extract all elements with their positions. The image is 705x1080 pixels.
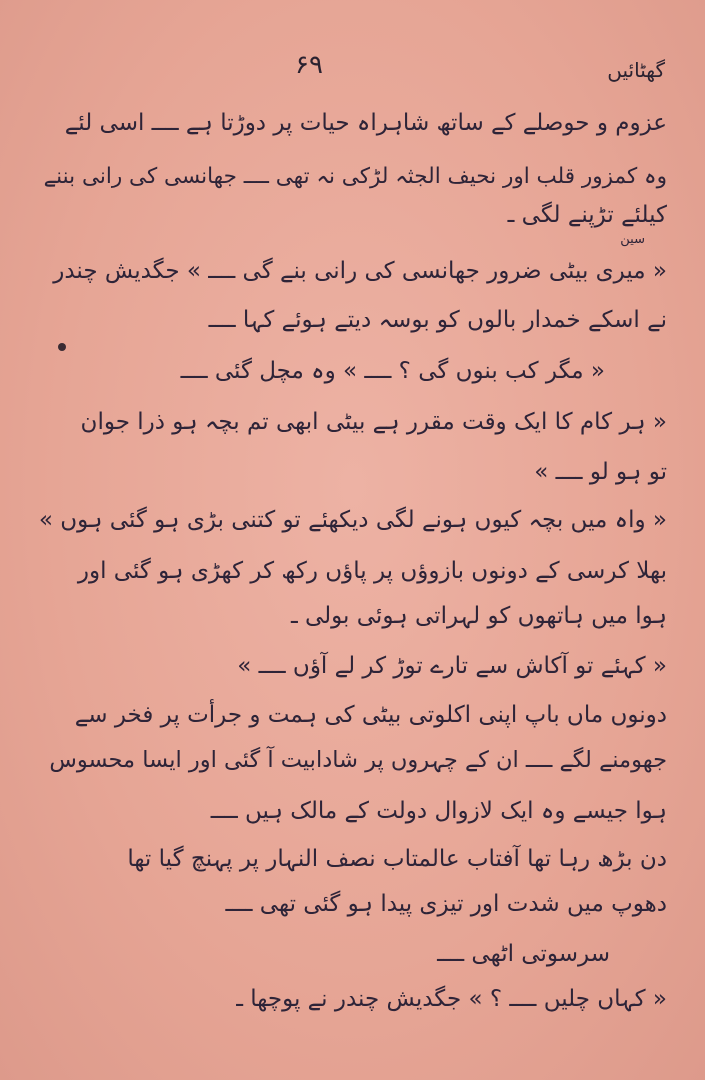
ink-blot bbox=[58, 343, 66, 351]
text-line: « ہر کام کا ایک وقت مقرر ہے بیٹی ابھی تم بچہ ہو ذرا جوان bbox=[80, 409, 667, 435]
text-line: « میری بیٹی ضرور جھانسی کی رانی بنے گی ــــ » جگدیش چندر bbox=[53, 258, 667, 284]
text-line: « کہئے تو آکاش سے تارے توڑ کر لے آؤں ــــ » bbox=[237, 653, 667, 679]
text-line: تو ہو لو ــــ » bbox=[534, 459, 667, 485]
text-line: عزوم و حوصلے کے ساتھ شاہراہ حیات پر دوڑتا ہے ــــ اسی لئے bbox=[64, 110, 667, 136]
text-line: « واہ میں بچہ کیوں ہونے لگی دیکھئے تو کتنی بڑی ہو گئی ہوں » bbox=[38, 507, 667, 533]
text-line: جھومنے لگے ــــ ان کے چہروں پر شادابیت آ گئی اور ایسا محسوس bbox=[49, 747, 667, 773]
margin-annotation: سین bbox=[620, 232, 645, 247]
text-line: ہوا جیسے وہ ایک لازوال دولت کے مالک ہیں ــــ bbox=[210, 798, 667, 824]
text-line: دھوپ میں شدت اور تیزی پیدا ہو گئی تھی ــــ bbox=[225, 891, 667, 917]
text-line: ہوا میں ہاتھوں کو لہراتی ہوئی بولی ـ bbox=[290, 603, 667, 629]
text-line: نے اسکے خمدار بالوں کو بوسہ دیتے ہوئے کہا ــــ bbox=[208, 307, 667, 333]
text-line: وہ کمزور قلب اور نحیف الجثہ لڑکی نہ تھی ــــ جھانسی کی رانی بننے bbox=[43, 164, 667, 189]
running-header-title: گھٹائیں bbox=[607, 58, 665, 82]
text-line: بھلا کرسی کے دونوں بازوؤں پر پاؤں رکھ کر کھڑی ہو گئی اور bbox=[77, 558, 667, 584]
text-line: کیلئے تڑپنے لگی ـ bbox=[507, 202, 667, 228]
text-line: « مگر کب بنوں گی ؟ ــــ » وہ مچل گئی ــــ bbox=[180, 358, 605, 384]
text-line: دن بڑھ رہا تھا آفتاب عالمتاب نصف النہار پر پہنچ گیا تھا bbox=[127, 846, 667, 872]
page-number: ۶۹ bbox=[295, 50, 323, 80]
text-line: « کہاں چلیں ــــ ؟ » جگدیش چندر نے پوچھا ـ bbox=[236, 986, 667, 1012]
text-line: سرسوتی اٹھی ــــ bbox=[437, 941, 610, 967]
text-line: دونوں ماں باپ اپنی اکلوتی بیٹی کی ہمت و جرأت پر فخر سے bbox=[74, 702, 667, 728]
